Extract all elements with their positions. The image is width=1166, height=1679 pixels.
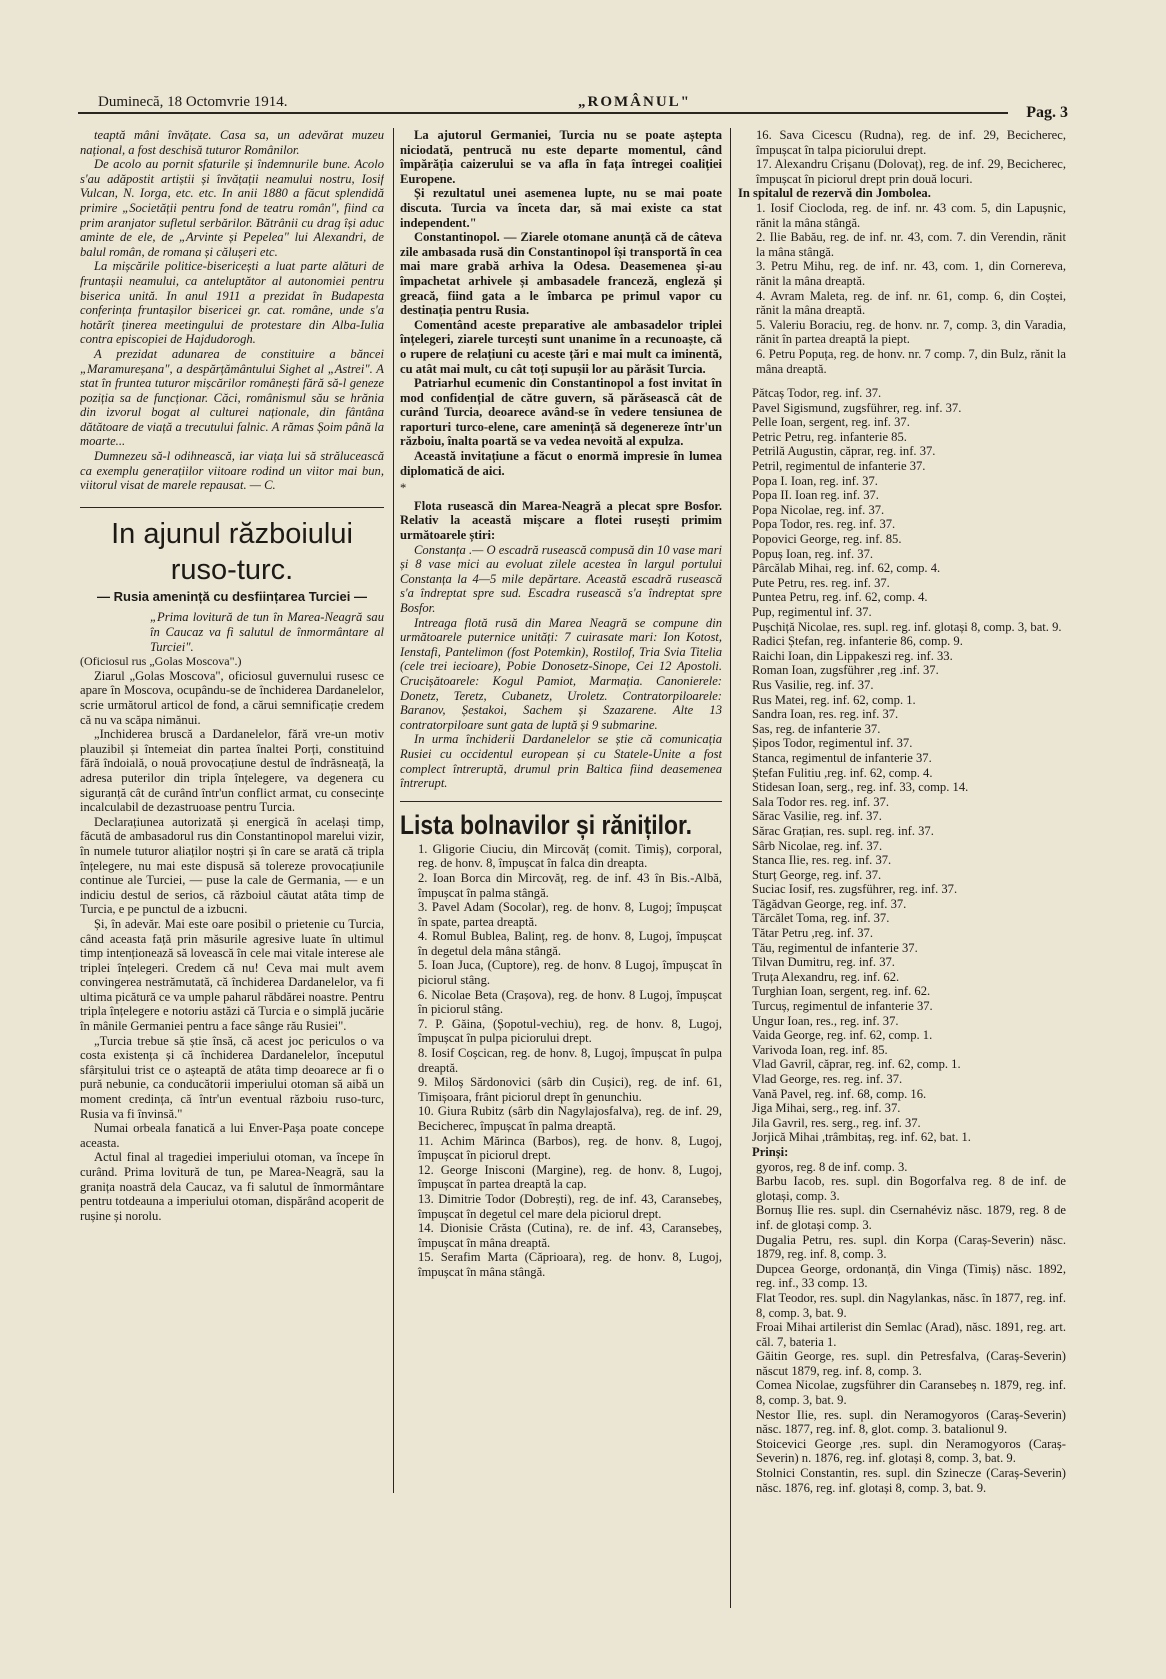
list-item: 17. Alexandru Crișanu (Dolovaț), reg. de inf. 29, Becicherec, împușcat în piciorul drept prin două locuri. [756, 157, 1066, 186]
list-item: Tăgădvan George, reg. inf. 37. [752, 896, 907, 911]
list-item: Vană Pavel, reg. inf. 68, comp. 16. [752, 1086, 927, 1101]
list-item: 10. Giura Rubitz (sârb din Nagylajosfalva), reg. de inf. 29, Becicherec, împușcat în palma dreaptă. [418, 1104, 722, 1133]
column-3 [738, 128, 1066, 1608]
list-item: Sandra Ioan, res. reg. inf. 37. [752, 707, 899, 722]
list-item: 5. Ioan Juca, (Cuptore), reg. de honv. 8 Lugoj, împușcat în piciorul stâng. [418, 958, 722, 988]
list-item: Jila Gavril, res. serg., reg. inf. 37. [752, 1115, 921, 1130]
article-paragraph: Ziarul „Golas Moscova", oficiosul guvernului rusesc ce apare în Moscova, ocupându-se de închiderea Dardanelelor, scrie următorul articol de fond, a cărui semnificație credem că nu va scăpa nimănui. [80, 668, 384, 727]
article-epigraph: „Prima lovitură de tun în Marea-Neagră sau în Caucaz va fi salutul de înmormântare al Turciei". [150, 610, 384, 654]
list-item: Nestor Ilie, res. supl. din Neramogyoros (Caraș-Severin) născ. 1877, reg. inf. 8, glot. comp. 3. batalionul 9. [756, 1407, 1066, 1437]
list-item: Sârb Nicolae, reg. inf. 37. [752, 838, 883, 853]
list-item: 4. Avram Maleta, reg. de inf. nr. 61, comp. 6, din Coștei, rănit la mâna dreaptă. [756, 288, 1066, 318]
list-item: Petrilă Augustin, căprar, reg. inf. 37. [752, 444, 936, 459]
names-list [738, 386, 1066, 1145]
news-paragraph: La ajutorul Germaniei, Turcia nu se poate aștepta niciodată, pentrucă nu este departe momentul, când împărăția caizerului se va afla în fața întregei coaliției Europene. [400, 128, 722, 186]
prisoners-title: Prinși: [752, 1144, 789, 1159]
article-paragraph: Declarațiunea autorizată și energică în același timp, făcută de ambasadorul rus din Constantinopol marelui vizir, în numele tuturor aliaților noștri și în care se arată că tripla înțelegere, nu mai este dispusă să tolereze provocațiunile continue ale Turciei, — puse la cale de Germania, — e un indiciu destul de serios, că războiul căutat atâta timp de Turcia, e pe punctul de a izbucni. [80, 814, 384, 917]
list-item: 11. Achim Mărinca (Barbos), reg. de honv. 8, Lugoj, împușcat în piciorul drept. [418, 1133, 722, 1163]
list-item: Pușchiță Nicolae, res. supl. reg. inf. glotași 8, comp. 3, bat. 9. [752, 619, 1062, 634]
list-item: 1. Iosif Ciocloda, reg. de inf. nr. 43 com. 5, din Lapușnic, rănit la mâna stângă. [756, 200, 1066, 230]
header-rule [78, 112, 1008, 114]
list-item: 15. Serafim Marta (Căprioara), reg. de honv. 8, Lugoj, împușcat în mâna stângă. [418, 1250, 722, 1279]
list-divider [400, 801, 722, 802]
list-item: Raichi Ioan, din Lippakeszi reg. inf. 33. [752, 648, 953, 663]
list-item: Pup, regimentul inf. 37. [752, 605, 872, 619]
list-item: Tilvan Dumitru, reg. inf. 37. [752, 955, 895, 970]
fleet-paragraph: In urma închiderii Dardanelelor se știe că comunicația Rusiei cu occidentul european și cu Statele-Unite a fost complect întreruptă, drumul prin Baltica fiind deasemenea întrerupt. [400, 732, 722, 791]
list-item: Sala Todor res. reg. inf. 37. [752, 794, 890, 809]
list-item: Sas, reg. de infanterie 37. [752, 721, 881, 736]
column-2 [400, 128, 722, 1608]
list-item: Dugalia Petru, res. supl. din Korpa (Caraș-Severin) născ. 1879, reg. inf. 8, comp. 3. [756, 1232, 1066, 1262]
fleet-paragraph: Intreaga flotă rusă din Marea Neagră se compune din următoarele puternice unități: 7 cuirasate mari: Ion Kotost, Ienstafi, Pantelimon (fost Potemkin), Rostilof, Tria Svia Titelia (cele trei iecioare), Pobie Donosetz-Sinope, Cei 12 Apostoli. Crucișătoarele: Kogul Pamiot, Marmația. Canonierele: Donetz, Teretz, Cubanetz, Uroletz. Contratorpiloarele: Baranov, Șestakoi, Sachem și Szazarene. Alte 13 contratorpiloare sunt gata de luptă și 9 submarine. [400, 615, 722, 732]
article-subheadline: — Rusia amenință cu desființarea Turciei — [97, 588, 367, 604]
header-paper-title: „ROMÂNUL" [578, 94, 691, 110]
casualty-list [400, 842, 722, 1280]
list-item: Pavel Sigismund, zugsführer, reg. inf. 37. [752, 400, 962, 415]
list-item: Tău, regimentul de infanterie 37. [752, 940, 918, 955]
list-item: 16. Sava Cicescu (Rudna), reg. de inf. 29, Becicherec, împușcat în talpa piciorului drept. [756, 128, 1066, 157]
article-paragraph: Numai orbeala fanatică a lui Enver-Pașa poate concepe aceasta. [80, 1121, 384, 1150]
list-item: Roman Ioan, zugsführer ,reg .inf. 37. [752, 663, 939, 678]
list-item: 12. George Inisconi (Margine), reg. de honv. 8, Lugoj, împușcat în partea dreaptă la cap. [418, 1162, 722, 1192]
list-item: Sărac Vasilie, reg. inf. 37. [752, 809, 882, 824]
list-item: Pătcaș Todor, reg. inf. 37. [752, 386, 882, 401]
news-paragraph: Comentând aceste preparative ale ambasadelor triplei înțelegeri, ziarele turcești sunt unanime în a recunoaște, că o rupere de relațiuni cu aceste țări e mai mult ca iminentă, cu atât mai mult, cu cât toți supușii lor au părăsit Turcia. [400, 317, 722, 376]
obituary-paragraph: La mișcările politice-bisericești a luat parte alături de fruntașii neamului, ca anteluptător al autonomiei pentru biserica unită. In anul 1911 a prezidat în Budapesta conferința fruntașilor bisericei gr. cat. române, unde s'a hotărît ținerea meetingului de protestare din Alba-Iulia contra episcopiei de Hajdudorogh. [80, 259, 384, 347]
list-item: Froai Mihai artilerist din Semlac (Arad), născ. 1891, reg. art. căl. 7, bateria 1. [756, 1320, 1066, 1349]
list-item: Jiga Mihai, serg., reg. inf. 37. [752, 1101, 901, 1116]
article-paragraph: Actul final al tragediei imperiului otoman, va începe în curând. Prima lovitură de tun, pe Marea-Neagră, sau la granița noastră dela Caucaz, va fi salutul de înmormântare pentru totdeauna a imperiului otoman, dispărând acoperit de rușine și norolu. [80, 1150, 384, 1223]
list-item: Dupcea George, ordonanță, din Vinga (Timiș) născ. 1892, reg. inf., 33 comp. 13. [756, 1261, 1066, 1291]
list-item: Tătar Petru ,reg. inf. 37. [752, 926, 873, 941]
casualty-list-continued [738, 128, 1066, 186]
list-item: Stolnici Constantin, res. supl. din Szinecze (Caraș-Severin) născ. 1876, reg. inf. glotași 8, comp. 3, bat. 9. [756, 1466, 1066, 1495]
list-item: Turcuș, regimentul de infanterie 37. [752, 999, 933, 1014]
news-paragraph: Această invitațiune a făcut o enormă impresie în lumea diplomatică de aici. [400, 449, 722, 478]
list-item: 14. Dionisie Crăsta (Cutina), re. de inf. 43, Caransebeș, împușcat în mâna dreaptă. [418, 1221, 722, 1250]
article-paragraph: Și, în adevăr. Mai este oare posibil o prietenie cu Turcia, când aceasta față prin măsurile agresive luate în ultimul timp intenționează să lovească în cele mai vitale interese ale triplei înțelegeri. Credem că nu! Ceva mai mult avem convingerea nestrămutată, că închiderea Dardanelelor, va fi ultima picătură ce va umple paharul răbdărei noastre. Pentru tripla înțelegere e notoriu astăzi că Turcia e o simplă jucărie în mânile Germaniei pentru a face sânge rău Rusiei". [80, 916, 384, 1034]
list-item: Ungur Ioan, res., reg. inf. 37. [752, 1013, 899, 1028]
fleet-paragraph: Constanța .— O escadră rusească compusă din 10 vase mari și 8 vase mici au evoluat zilele acestea în largul portului Constanța la 4—5 mile depărtare. Această escadră rusească s'a îndreptat spre sud. Escadra rusească s'a îndreptat spre Bosfor. [400, 542, 722, 615]
list-item: gyoros, reg. 8 de inf. comp. 3. [756, 1159, 908, 1174]
list-item: Radici Ștefan, reg. infanterie 86, comp. 9. [752, 634, 963, 649]
list-item: 5. Valeriu Boraciu, reg. de honv. nr. 7, comp. 3, din Varadia, rănit în partea dreaptă la piept. [756, 317, 1066, 347]
obituary-article [80, 128, 384, 493]
hospital-title: In spitalul de rezervă din Jombolea. [738, 186, 931, 201]
list-item: Stoicevici George ,res. supl. din Neramogyoros (Caraș-Severin) n. 1876, reg. inf. glotași 8, comp. 3, bat. 9. [756, 1436, 1066, 1466]
obituary-paragraph: De acolo au pornit sfaturile și îndemnurile bune. Acolo s'au adăpostit artiștii și învățații neamului nostru, Iosif Vulcan, N. Iorga, etc. etc. In anii 1880 a făcut splendidă primire „Societății pentru fond de teatru român", fiind ca prim aranjator sufletul serbărilor. Bătrânii cu drag își aduc aminte de ele, de „Arvinte și Pepelea" lui Alexandri, de balul român, de romana și călușeri etc. [80, 157, 384, 259]
list-item: Popa I. Ioan, reg. inf. 37. [752, 473, 878, 488]
list-item: Popa Todor, res. reg. inf. 37. [752, 517, 896, 532]
casualty-list-title: Lista bolnavilor și răniților. [400, 809, 693, 840]
list-item: Stanca, regimentul de infanterie 37. [752, 750, 932, 765]
column-rule-1 [393, 128, 394, 1493]
list-item: Tărcălet Toma, reg. inf. 37. [752, 911, 890, 926]
epigraph-source: (Oficiosul rus „Golas Moscova".) [80, 654, 242, 669]
list-item: Pârcălab Mihai, reg. inf. 62, comp. 4. [752, 561, 941, 576]
list-item: Rus Matei, reg. inf. 62, comp. 1. [752, 692, 916, 707]
column-rule-2 [730, 128, 731, 1608]
news-paragraph: Și rezultatul unei asemenea lupte, nu se mai poate discuta. Turcia va înceta dar, să mai existe ca stat independent." [400, 186, 722, 230]
list-item: Truța Alexandru, reg. inf. 62. [752, 969, 900, 984]
list-item: Pelle Ioan, sergent, reg. inf. 37. [752, 415, 910, 430]
list-item: Popa II. Ioan reg. inf. 37. [752, 488, 879, 503]
fleet-article [400, 543, 722, 791]
news-paragraph: Constantinopol. — Ziarele otomane anunță că de câteva zile ambasada rusă din Constantinopol își transportă în cea mai mare grabă arhiva la Odesa. Deasemenea și-au împachetat arhivele și ambasadele franceză, engleză și greacă, fiind gata a le îmbarca pe primul vapor cu destinația pentru Rusia. [400, 230, 722, 318]
article-paragraph: „Inchiderea bruscă a Dardanelelor, fără vre-un motiv plauzibil și întemeiat din partea înaltei Porți, constituind fără îndoială, o nouă provocațiune destul de îndrăsneață, la adresa puterilor din tripla înțelegere, va degenera cu siguranță cât de curând într'un conflict armat, cu consecințe incalculabil de dezastruoase pentru Turcia. [80, 727, 384, 815]
obituary-paragraph: Dumnezeu să-l odihnească, iar viața lui să strălucească ca exemplu generațiilor viitoare rodind un viitor mai bun, viitorul visat de marele repausat. — C. [80, 449, 384, 493]
page-header [78, 92, 1078, 121]
list-item: Vaida George, reg. inf. 62, comp. 1. [752, 1028, 933, 1043]
header-date: Duminecă, 18 Octomvrie 1914. [98, 94, 288, 110]
list-item: Sărac Grațian, res. supl. reg. inf. 37. [752, 823, 934, 838]
list-item: 2. Ioan Borca din Mircovăț, reg. de inf. 43 în Bis.-Albă, împușcat în palma stângă. [418, 870, 722, 900]
list-item: Rus Vasilie, reg. inf. 37. [752, 677, 874, 692]
list-item: Barbu Iacob, res. supl. din Bogorfalva reg. 8 de inf. de glotași, comp. 3. [756, 1174, 1066, 1203]
list-item: Varivoda Ioan, reg. inf. 85. [752, 1042, 888, 1057]
prisoners-list [738, 1160, 1066, 1496]
separator-star: * [400, 481, 407, 496]
list-item: Bornuș Ilie res. supl. din Csernahéviz născ. 1879, reg. 8 de inf. de glotași comp. 3. [756, 1203, 1066, 1232]
header-page-number: Pag. 3 [1026, 104, 1068, 121]
list-item: 7. P. Găina, (Șopotul-vechiu), reg. de honv. 8, Lugoj, împușcat în pulpa piciorului drept. [418, 1016, 722, 1046]
obituary-paragraph: teaptă mâni învățate. Casa sa, un adevărat muzeu național, a fost deschisă tuturor Românilor. [80, 128, 384, 157]
list-item: Pute Petru, res. reg. inf. 37. [752, 575, 890, 590]
list-item: Comea Nicolae, zugsführer din Caransebeș n. 1879, reg. inf. 8, comp. 3, bat. 9. [756, 1378, 1066, 1408]
list-item: Stidesan Ioan, serg., reg. inf. 33, comp. 14. [752, 780, 969, 795]
list-item: 1. Gligorie Ciuciu, din Mircovăț (comit. Timiș), corporal, reg. de honv. 8, împușcat în falca din dreapta. [418, 841, 722, 871]
list-item: 6. Petru Popuța, reg. de honv. nr. 7 comp. 7, din Bulz, rănit la mâna dreaptă. [756, 346, 1066, 376]
list-item: Popuș Ioan, reg. inf. 37. [752, 546, 874, 561]
list-item: 13. Dimitrie Todor (Dobrești), reg. de inf. 43, Caransebeș, împușcat în degetul cel mare dela piciorul drept. [418, 1191, 722, 1221]
list-item: 3. Pavel Adam (Socolar), reg. de honv. 8, Lugoj; împușcat în spate, partea dreaptă. [418, 900, 722, 929]
list-item: 9. Miloș Sărdonovici (sârb din Cușici), reg. de inf. 61, Timișoara, frânt piciorul drept în genunchiu. [418, 1075, 722, 1104]
list-item: Puntea Petru, reg. inf. 62, comp. 4. [752, 590, 928, 605]
list-item: Vlad Gavril, căprar, reg. inf. 62, comp. 1. [752, 1057, 961, 1072]
list-item: Turghian Ioan, sergent, reg. inf. 62. [752, 984, 931, 999]
list-item: 3. Petru Mihu, reg. de inf. nr. 43, com. 1, din Cornereva, rănit la mâna dreaptă. [756, 259, 1066, 288]
hospital-list [738, 201, 1066, 376]
list-item: Popovici George, reg. inf. 85. [752, 532, 902, 547]
news-paragraph: Patriarhul ecumenic din Constantinopol a fost invitat în mod confidențial de către guvern, să părăsească cât de curând Turcia, deoarece având-se în vedere tensiunea de raporturi turco-elene, care amenință să degenereze într'un războiu, înalta poartă se va vedea nevoită al expulza. [400, 376, 722, 449]
list-item: Petric Petru, reg. infanterie 85. [752, 429, 907, 444]
article-headline: In ajunul războiului ruso-turc. [111, 517, 353, 586]
list-item: Șipos Todor, regimentul inf. 37. [752, 736, 913, 751]
fleet-intro: Flota rusească din Marea-Neagră a plecat spre Bosfor. Relativ la această mișcare a flotei rusești primim următoarele știri: [400, 498, 722, 543]
article-body [80, 669, 384, 1224]
list-item: Flat Teodor, res. supl. din Nagylankas, născ. în 1877, reg. inf. 8, comp. 3, bat. 9. [756, 1290, 1066, 1320]
list-item: Găitin George, res. supl. din Petresfalva, (Caraș-Severin) născut 1879, reg. inf. 8, comp. 3. [756, 1349, 1066, 1378]
list-item: 6. Nicolae Beta (Crașova), reg. de honv. 8 Lugoj, împușcat în piciorul stâng. [418, 987, 722, 1017]
list-item: Vlad George, res. reg. inf. 37. [752, 1072, 903, 1086]
list-item: Ștefan Fulitiu ,reg. inf. 62, comp. 4. [752, 765, 933, 780]
list-item: Suciac Iosif, res. zugsführer, reg. inf. 37. [752, 882, 958, 897]
obituary-paragraph: A prezidat adunarea de constituire a băncei „Maramureșana", a despărțământului Sighet al „Astrei". A stat în fruntea tuturor mișcărilor românești fără să-l geneze poziția sa de funcționar. Căci, românismul său se hrănia din izvorul bogat al culturei naționale, din fântâna dătătoare de viață a trecutului falnic. A rămas Șoim până la moarte... [80, 346, 384, 449]
list-item: Petril, regimentul de infanterie 37. [752, 459, 926, 474]
list-item: Sturț George, reg. inf. 37. [752, 867, 882, 882]
list-item: 4. Romul Bublea, Balinț, reg. de honv. 8, Lugoj, împușcat în degetul dela mâna stângă. [418, 929, 722, 958]
turkey-article [400, 128, 722, 478]
list-item: Stanca Ilie, res. reg. inf. 37. [752, 853, 892, 868]
article-paragraph: „Turcia trebue să știe însă, că acest joc periculos o va costa existența și că închiderea Dardanelelor, începutul sfârșitului trist ce o așteaptă de atâta timp deoarece ar fi o pură nebunie, ca conducătorii imperiului otoman să aibă un moment credința, că într'un eventual războiu ruso-turc, Rusia va fi învinsă." [80, 1033, 384, 1121]
article-divider [80, 507, 384, 508]
list-item: Jorjică Mihai ,trâmbitaș, reg. inf. 62, bat. 1. [752, 1130, 971, 1145]
column-1 [80, 128, 384, 1498]
list-item: 2. Ilie Babău, reg. de inf. nr. 43, com. 7. din Verendin, rănit la mâna stângă. [756, 230, 1066, 259]
list-item: 8. Iosif Coșcican, reg. de honv. 8, Lugoj, împușcat în pulpa dreaptă. [418, 1046, 722, 1075]
list-item: Popa Nicolae, reg. inf. 37. [752, 502, 885, 517]
